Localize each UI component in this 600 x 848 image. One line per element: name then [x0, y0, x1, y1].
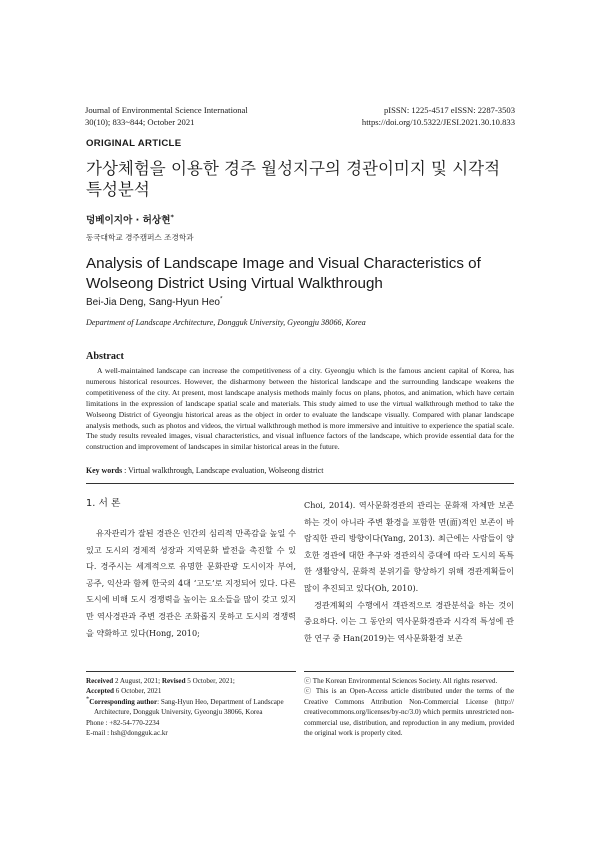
footnote-right — [304, 676, 514, 738]
korean-title — [86, 158, 526, 200]
footnote-left — [86, 676, 296, 738]
volume-pages: 30(10); 833~844; October 2021 — [85, 117, 195, 128]
received-revised — [86, 676, 296, 686]
korean-author-mark: * — [170, 212, 174, 221]
korean-affiliation: 동국대학교 경주캠퍼스 조경학과 — [86, 233, 194, 242]
abstract-text: A well-maintained landscape can increase the competitiveness of a city. Gyeongju which is the famous ancient capital of Korea, has numerous historical resources. However, the disharmony between the historical landscape and the surrounding landscape weakens the competitiveness of the city. At present, most landscape analysis methods mainly focus on plans, photos, and animation, which have certain limitations in the expression of landscape spatial scale and materials. This study aimed to use the virtual walkthrough method to take the Wolseong District of Gyeongju historical areas as the object in order to evaluate the landscape visually. Compared with planar landscape analysis methods, such as photos and videos, the virtual walkthrough method is more immersive and intuitive to experience the spatial scale. The study results revealed images, visual characteristics, and visual influence factors of the landscape, which provide essential data for the construction and improvement of landscapes in similar historical areas in the future. — [86, 366, 514, 452]
phone: Phone : +82-54-770-2234 — [86, 718, 160, 727]
korean-author-names: 덩베이지아 · 허상현 — [86, 215, 171, 226]
english-author-mark: * — [219, 295, 223, 303]
journal-header-right — [362, 104, 515, 128]
body-column-right — [304, 497, 514, 646]
section-divider — [86, 483, 514, 484]
accepted-date: 6 October, 2021 — [113, 687, 162, 696]
english-title-line2: Wolseong District Using Virtual Walkthrough — [86, 274, 383, 292]
article-type: ORIGINAL ARTICLE — [86, 138, 182, 149]
corr-label: Corresponding author — [89, 697, 158, 706]
journal-name: Journal of Environmental Science International — [85, 105, 248, 115]
revised-label: Revised — [161, 677, 186, 685]
journal-header-left — [85, 104, 248, 128]
abstract-heading: Abstract — [86, 351, 124, 362]
footnote-divider-right — [304, 671, 514, 672]
keywords-label: Key words — [86, 466, 123, 475]
korean-title-line2: 특성분석 — [86, 180, 150, 199]
body-paragraph: Choi, 2014). 역사문화경관의 관리는 문화재 자체만 보존하는 것이 아니라 주변 환경을 포함한 면(面)적인 보존이 바람직한 관리 방향이다(Yang, 2013). 최근에는 사람들이 양호한 경관에 대한 추구와 경관의식 증대에 따라 도시의 독특한 생활양식, 문화적 분위기를 향상하기 위해 경관계획들이 많이 추진되고 있다(Oh, 2010). — [304, 500, 514, 593]
footnote-divider-left — [86, 671, 296, 672]
body-paragraph: 경관계획의 수행에서 객관적으로 경관분석을 하는 것이 중요하다. 이는 그 동안의 역사문화경관과 시각적 특성에 관한 연구 중 Han(2019)는 역사문화환경 보존 — [304, 599, 514, 643]
received-label: Received — [86, 677, 114, 685]
section-heading: 1. 서 론 — [86, 498, 121, 509]
korean-authors — [86, 212, 174, 226]
issn: pISSN: 1225-4517 eISSN: 2287-3503 — [383, 105, 515, 115]
corr-text-cont: Architecture, Dongguk University, Gyeongju 38066, Korea — [94, 708, 263, 717]
license-notice: ⓒ This is an Open-Access article distributed under the terms of the Creative Commons Attribution Non-Commercial License (http:// creativecommons.org/licenses/by-nc/3.0) which permits unrestricted non-commercial use, distribution, and reproduction in any medium, provided the original work is properly cited. — [304, 687, 514, 738]
english-authors — [86, 297, 223, 308]
keywords — [86, 466, 514, 475]
revised-date: 5 October, 2021; — [185, 677, 235, 685]
korean-title-line1: 가상체험을 이용한 경주 월성지구의 경관이미지 및 시각적 — [86, 159, 501, 178]
doi-link[interactable]: https://doi.org/10.5322/JESI.2021.30.10.833 — [361, 117, 515, 128]
keywords-text: : Virtual walkthrough, Landscape evaluation, Wolseong district — [122, 466, 324, 475]
email[interactable]: E-mail : hsh@dongguk.ac.kr — [86, 729, 168, 738]
english-author-names: Bei-Jia Deng, Sang-Hyun Heo — [86, 297, 220, 308]
received-date: 2 August, 2021; — [113, 677, 162, 685]
english-affiliation: Department of Landscape Architecture, Dongguk University, Gyeongju 38066, Korea — [86, 318, 366, 327]
english-title-line1: Analysis of Landscape Image and Visual Characteristics of — [86, 255, 481, 272]
english-title — [86, 254, 526, 293]
corresponding-author — [86, 697, 296, 718]
accepted — [86, 686, 296, 696]
accepted-label: Accepted — [86, 687, 114, 696]
corr-mark: * — [86, 695, 90, 703]
copyright-notice: ⓒ The Korean Environmental Sciences Society. All rights reserved. — [304, 677, 498, 685]
body-column-left — [86, 497, 296, 641]
body-paragraph: 유자관리가 잘된 경관은 인간의 심리적 만족감을 높일 수 있고 도시의 경제적 성장과 지역문화 발전을 촉진할 수 있다. 경주시는 세계적으로 유명한 문화관광 도시이자 부여, 공주, 익산과 함께 한국의 4대 ‘고도’로 지정되어 있다. 다른 도시에 비해 도시 경쟁력을 높이는 요소들을 많이 갖고 있지만 역사경관과 주변 경관은 조화롭지 못하고 도시의 경쟁력을 약화하고 있다(Hong, 2010; — [86, 528, 296, 638]
corr-text: : Sang-Hyun Heo, Department of Landscape — [157, 697, 284, 706]
